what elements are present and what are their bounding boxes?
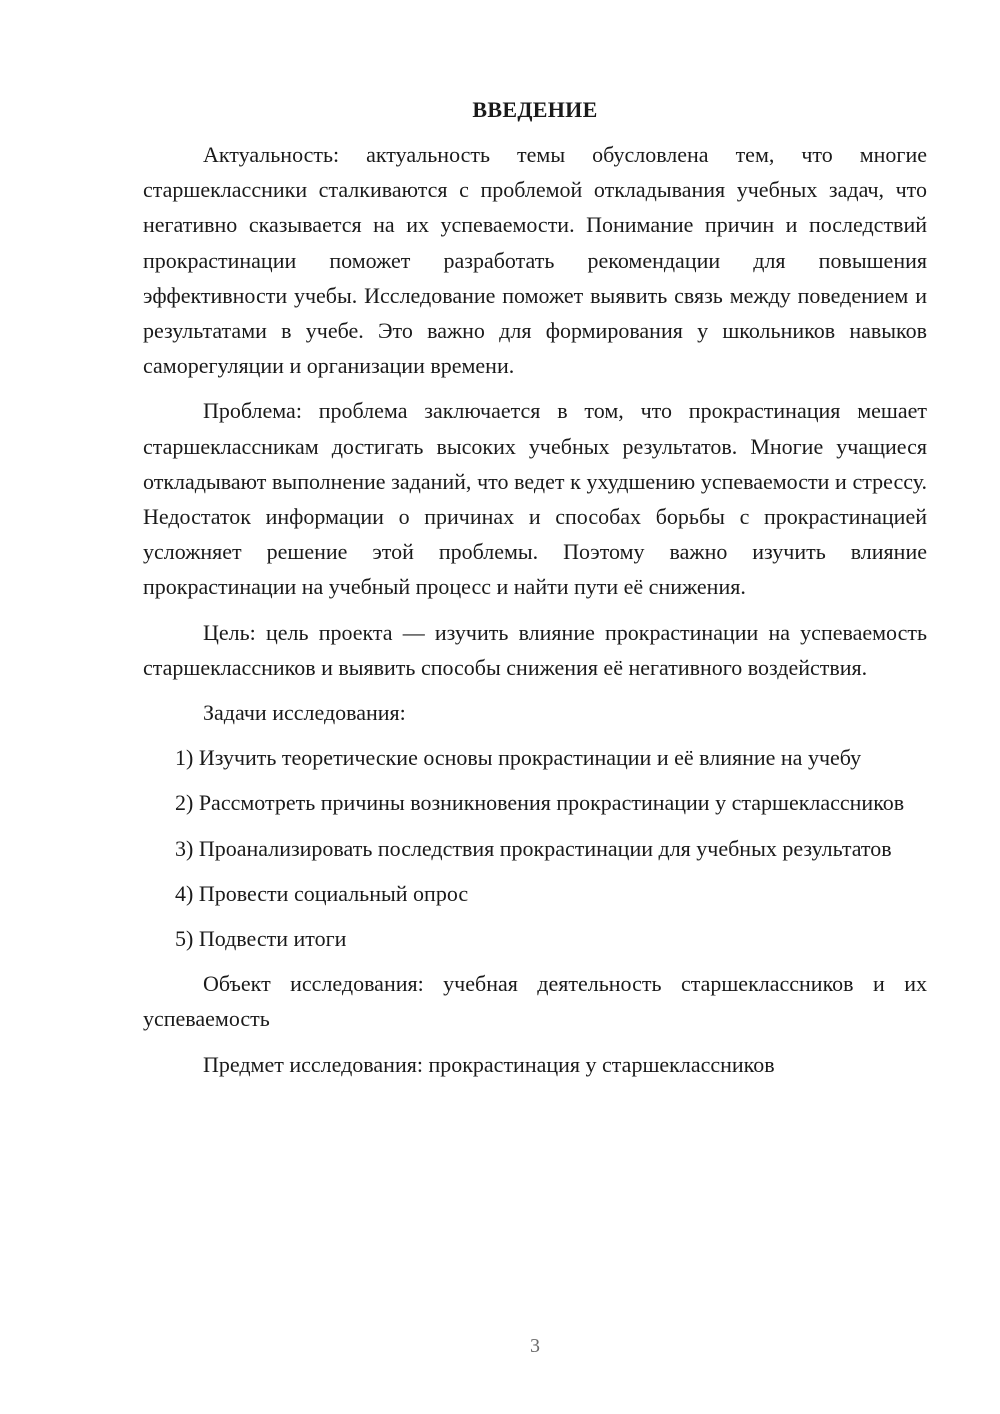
paragraph-tasks-heading: Задачи исследования:	[203, 700, 406, 726]
task-item-4: 4) Провести социальный опрос	[175, 880, 469, 906]
task-item-2: 2) Рассмотреть причины возникновения прокрастинации у старшеклассников	[175, 790, 905, 816]
paragraph-object: Объект исследования: учебная деятельность старшеклассников и их успеваемость	[143, 971, 927, 1032]
task-item-5: 5) Подвести итоги	[175, 926, 347, 952]
paragraph-goal: Цель: цель проекта — изучить влияние прокрастинации на успеваемость старшеклассников и выявить способы снижения её негативного воздействия.	[143, 619, 927, 680]
document-body	[143, 95, 927, 1092]
section-title: ВВЕДЕНИЕ	[472, 97, 598, 122]
paragraph-problem: Проблема: проблема заключается в том, что прокрастинация мешает старшеклассникам достигать высоких учебных результатов. Многие учащиеся откладывают выполнение заданий, что ведет к ухудшению успеваемости и стрессу. Недостаток информации о причинах и способах борьбы с прокрастинацией усложняет решение этой проблемы. Поэтому важно изучить влияние прокрастинации на учебный процесс и найти пути её снижения.	[143, 398, 927, 600]
paragraph-subject: Предмет исследования: прокрастинация у старшеклассников	[203, 1051, 775, 1077]
task-item-3: 3) Проанализировать последствия прокрастинации для учебных результатов	[175, 835, 892, 861]
task-item-1: 1) Изучить теоретические основы прокрастинации и её влияние на учебу	[175, 745, 862, 771]
page-number: 3	[530, 1335, 540, 1357]
paragraph-relevance: Актуальность: актуальность темы обусловлена тем, что многие старшеклассники сталкиваются с проблемой откладывания учебных задач, что негативно сказывается на их успеваемости. Понимание причин и последствий прокрастинации поможет разработать рекомендации для повышения эффективности учебы. Исследование поможет выявить связь между поведением и результатами в учебе. Это важно для формирования у школьников навыков саморегуляции и организации времени.	[143, 142, 927, 379]
